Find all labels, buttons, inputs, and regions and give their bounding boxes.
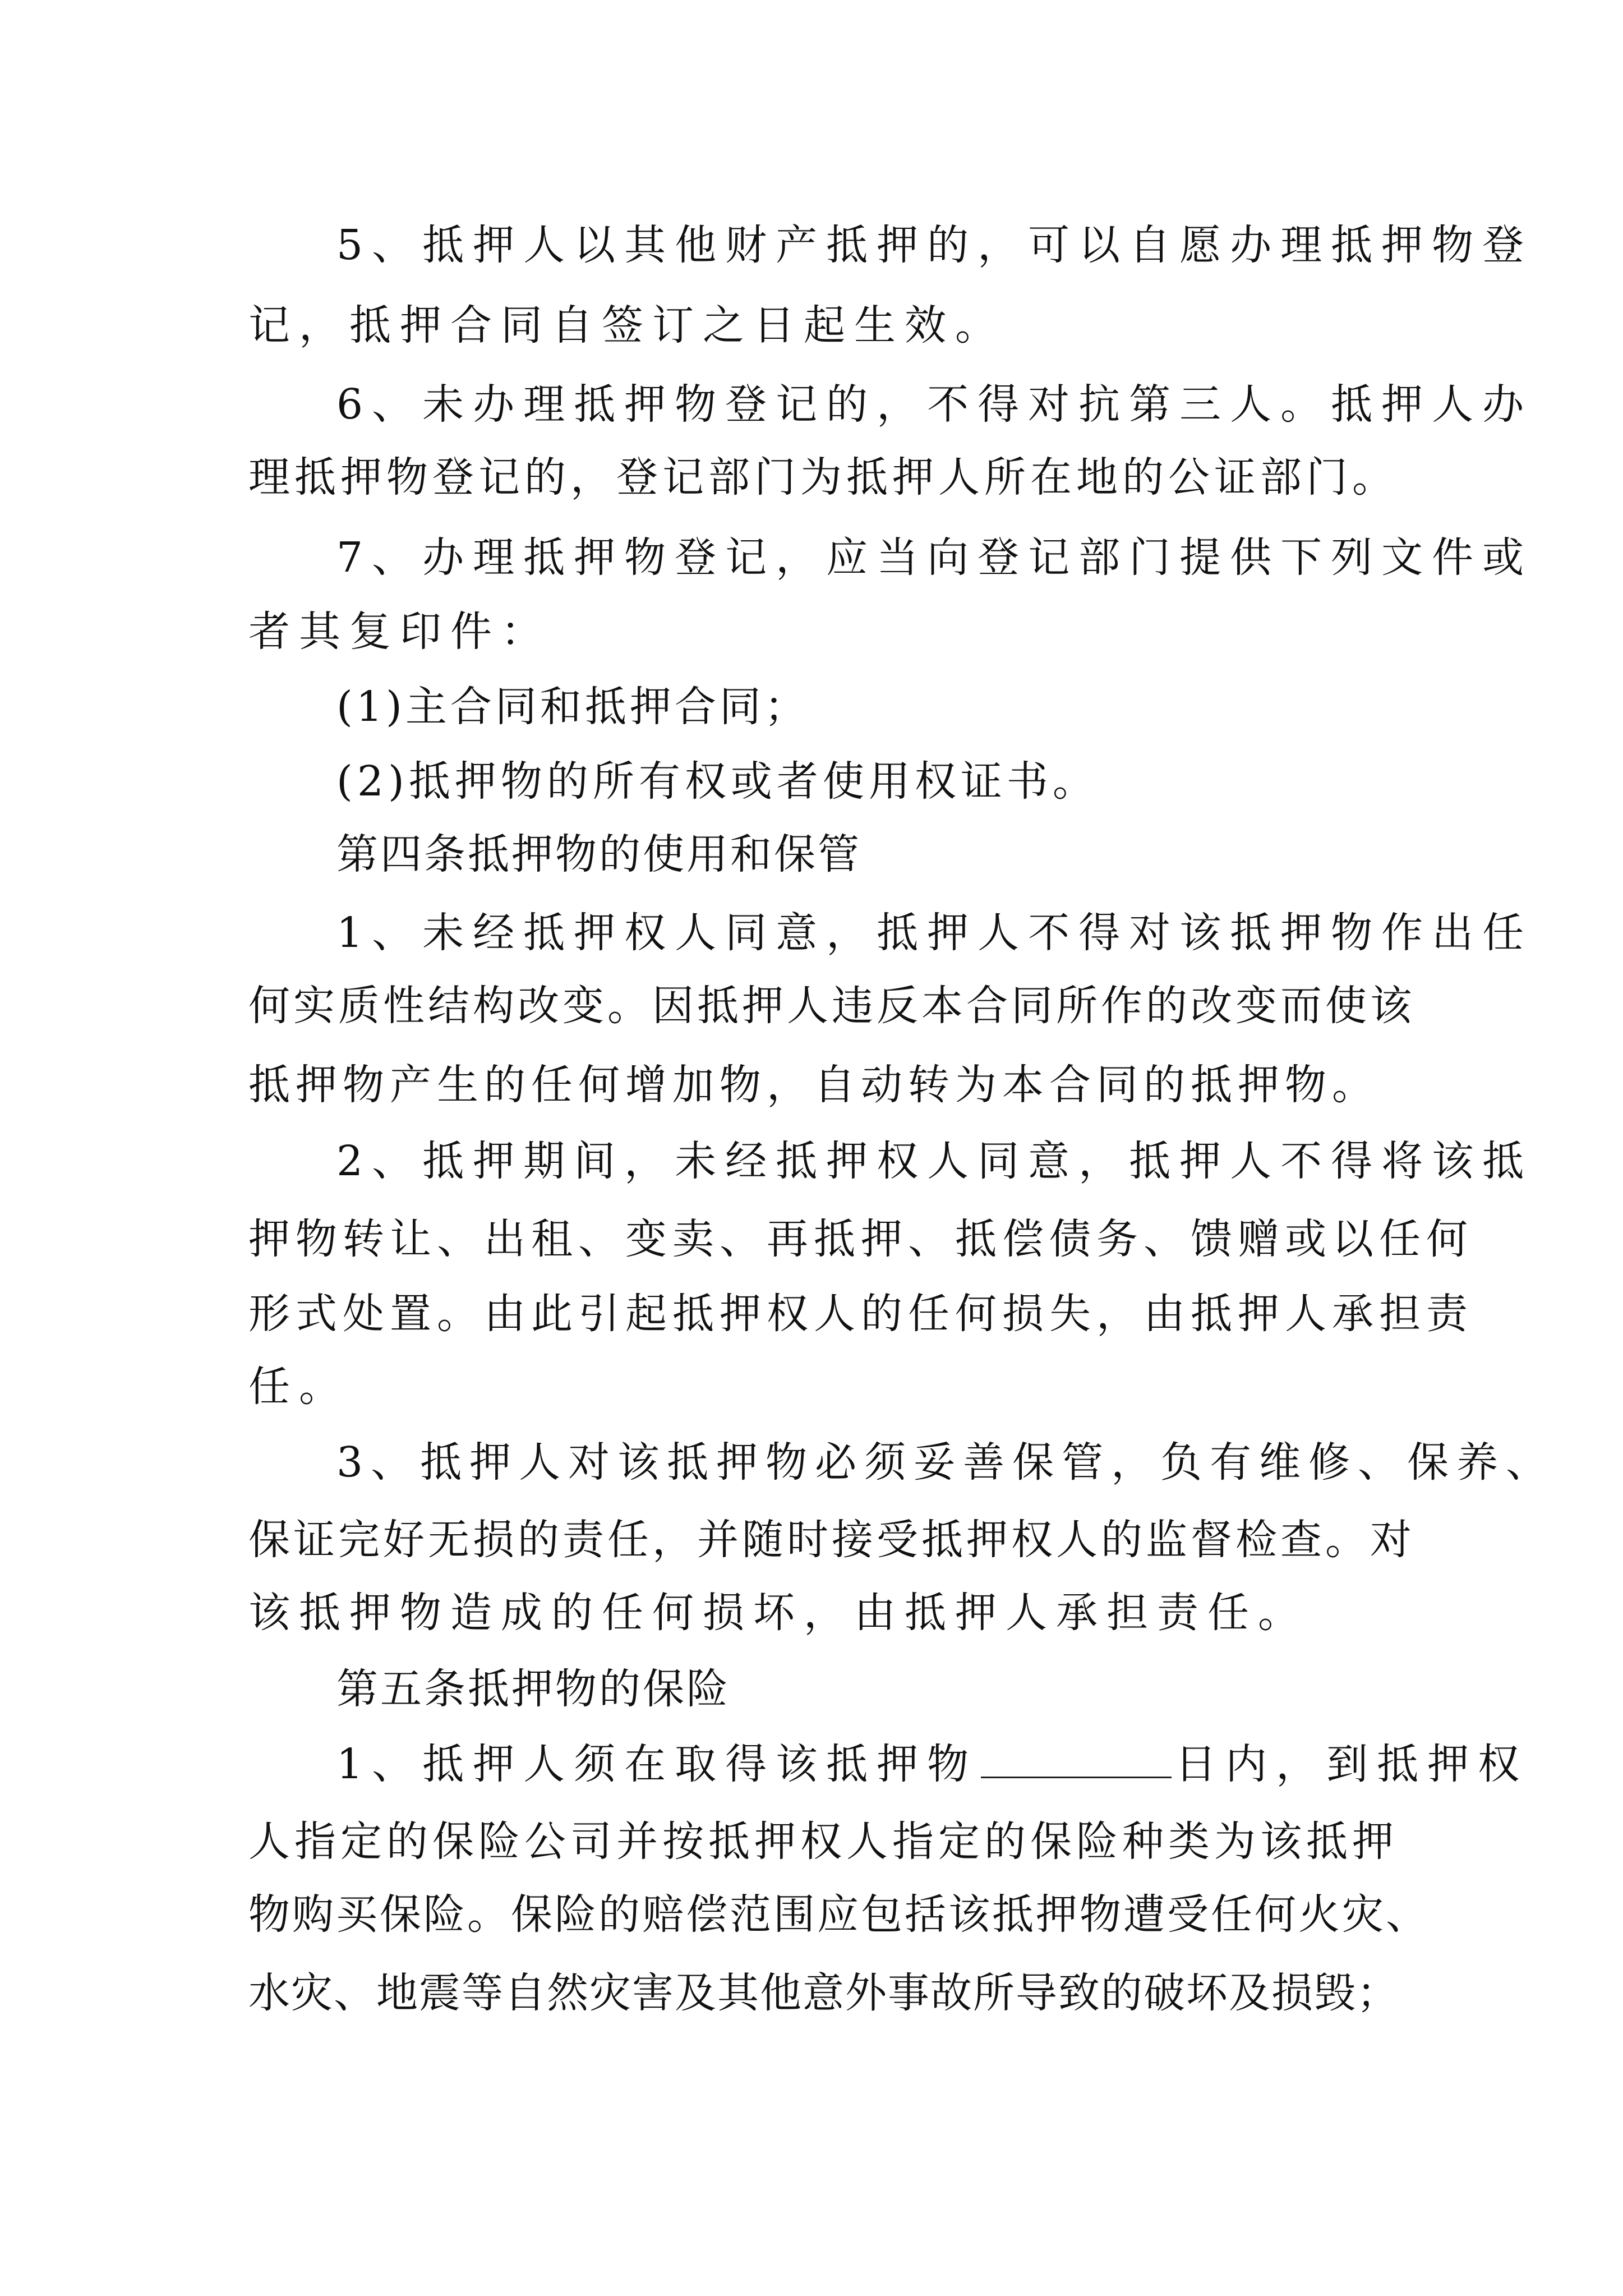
line-text: 日内，到抵押权 <box>1175 1740 1529 1788</box>
paragraph-line: 抵押物产生的任何增加物，自动转为本合同的抵押物。 <box>248 1061 1379 1109</box>
section-heading: 第四条抵押物的使用和保管 <box>336 830 861 878</box>
paragraph-line: 何实质性结构改变。因抵押人违反本合同所作的改变而使该 <box>248 982 1415 1030</box>
paragraph-line: 理抵押物登记的，登记部门为抵押人所在地的公证部门。 <box>248 453 1398 501</box>
list-item: (2)抵押物的所有权或者使用权证书。 <box>336 757 1099 806</box>
paragraph-line: 物购买保险。保险的赔偿范围应包括该抵押物遭受任何火灾、 <box>248 1890 1430 1939</box>
paragraph-line: 5、抵押人以其他财产抵押的，可以自愿办理抵押物登 <box>336 221 1533 269</box>
paragraph-line: 保证完好无损的责任，并随时接受抵押权人的监督检查。对 <box>248 1516 1415 1564</box>
paragraph-line: 水灾、地震等自然灾害及其他意外事故所导致的破坏及损毁； <box>248 1969 1399 2017</box>
paragraph-line: 该抵押物造成的任何损坏，由抵押人承担责任。 <box>248 1589 1308 1637</box>
paragraph-line: 3、抵押人对该抵押物必须妥善保管，负有维修、保养、 <box>336 1438 1556 1487</box>
paragraph-line: 人指定的保险公司并按抵押权人指定的保险种类为该抵押 <box>248 1818 1398 1866</box>
paragraph-line: 6、未办理抵押物登记的，不得对抗第三人。抵押人办 <box>336 380 1533 429</box>
paragraph-line <box>336 1731 1528 1798</box>
line-text: 1、抵押人须在取得该抵押物 <box>336 1740 978 1788</box>
paragraph-line: 押物转让、出租、变卖、再抵押、抵偿债务、馈赠或以任何 <box>248 1215 1473 1263</box>
paragraph-line: 7、办理抵押物登记，应当向登记部门提供下列文件或 <box>336 533 1533 582</box>
fill-in-blank <box>981 1772 1172 1778</box>
paragraph-line: 记，抵押合同自签订之日起生效。 <box>248 301 1006 349</box>
section-heading: 第五条抵押物的保险 <box>336 1665 730 1713</box>
paragraph-line: 2、抵押期间，未经抵押权人同意，抵押人不得将该抵 <box>336 1137 1533 1185</box>
paragraph-line: 任。 <box>248 1363 349 1411</box>
paragraph-line: 形式处置。由此引起抵押权人的任何损失，由抵押人承担责 <box>248 1290 1473 1338</box>
paragraph-line: 者其复印件： <box>248 608 551 656</box>
list-item: (1)主合同和抵押合同； <box>336 683 809 731</box>
paragraph-line: 1、未经抵押权人同意，抵押人不得对该抵押物作出任 <box>336 909 1533 957</box>
